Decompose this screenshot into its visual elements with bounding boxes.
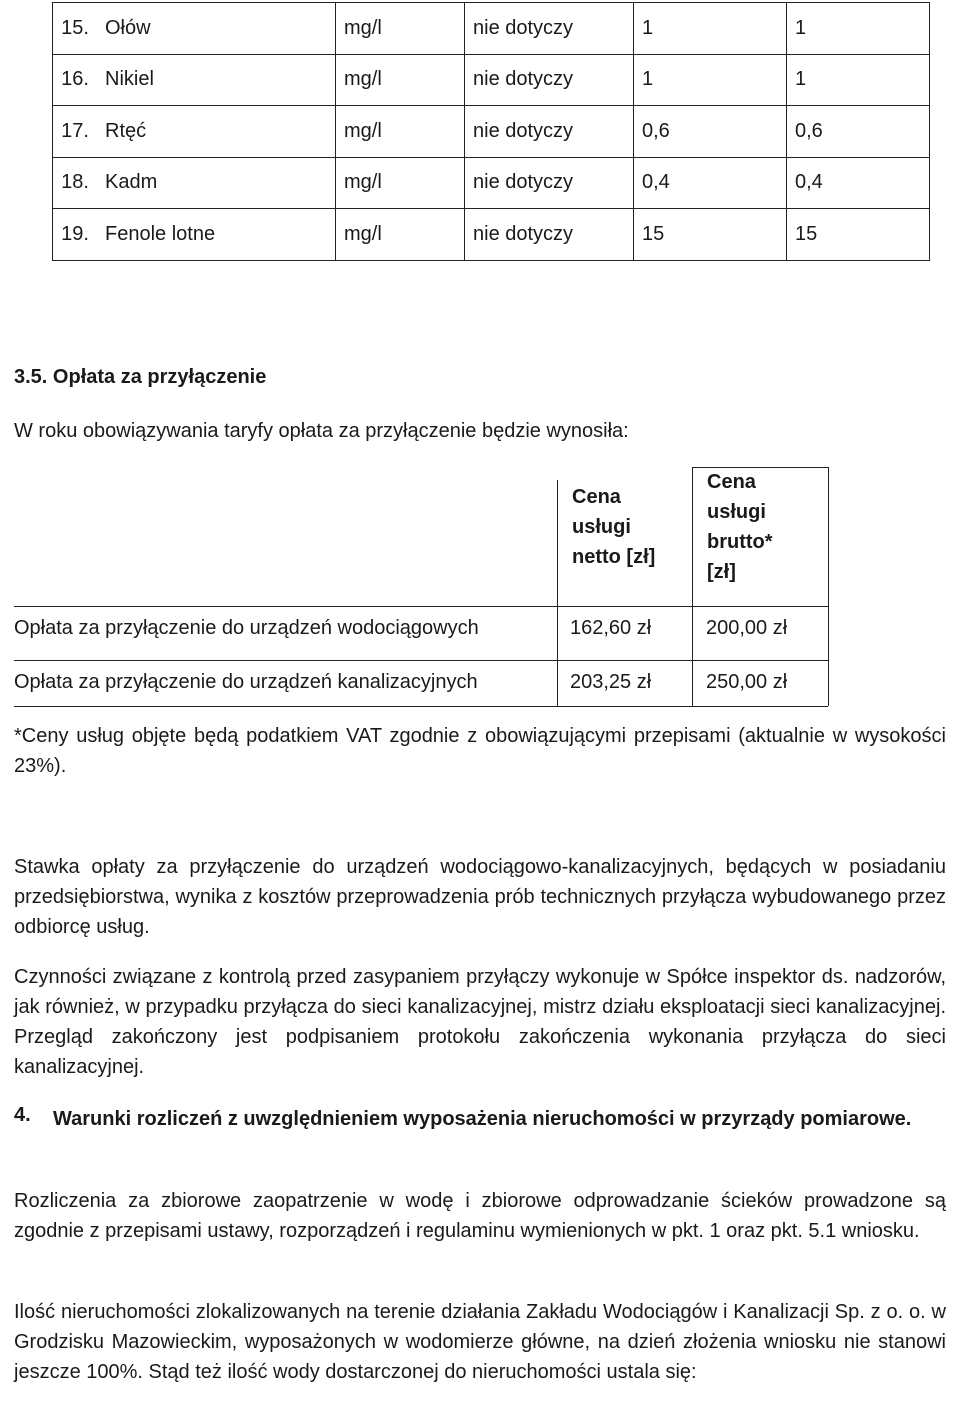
- scope: nie dotyczy: [465, 54, 634, 106]
- fee-label: Opłata za przyłączenie do urządzeń kanalizacyjnych: [14, 671, 478, 693]
- value-1: 1: [634, 3, 787, 55]
- unit: mg/l: [336, 209, 465, 261]
- table-divider: [14, 606, 828, 607]
- section-intro: W roku obowiązywania taryfy opłata za przyłączenie będzie wynosiła:: [14, 420, 629, 442]
- paragraph: Stawka opłaty za przyłączenie do urządzeń wodociągowo-kanalizacyjnych, będących w posiadaniu przedsiębiorstwa, wynika z kosztów przeprowadzenia prób technicznych przyłącza wybudowanego przez odbiorcę usług.: [14, 856, 946, 938]
- parameter-name: Kadm: [97, 157, 336, 209]
- header-line: usługi: [707, 501, 766, 523]
- scope: nie dotyczy: [465, 3, 634, 55]
- value-1: 1: [634, 54, 787, 106]
- paragraph: Rozliczenia za zbiorowe zaopatrzenie w wodę i zbiorowe odprowadzanie ścieków prowadzone są zgodnie z przepisami ustawy, rozporządzeń i regulaminu wymienionych w pkt. 1 oraz pkt. 5.1 wniosku.: [14, 1190, 946, 1242]
- paragraph: Czynności związane z kontrolą przed zasypaniem przyłączy wykonuje w Spółce inspektor ds. nadzorów, jak również, w przypadku przyłącza do sieci kanalizacyjnej, mistrz działu eksploatacji sieci kanalizacyjnej. Przegląd zakończony jest podpisaniem protokołu zakończenia wykonania przyłącza do sieci kanalizacyjnej.: [14, 966, 946, 1078]
- scope: nie dotyczy: [465, 209, 634, 261]
- parameter-name: Nikiel: [97, 54, 336, 106]
- table-divider: [14, 706, 828, 707]
- table-divider: [14, 660, 828, 661]
- row-number: 17.: [53, 106, 98, 158]
- vat-note: *Ceny usług objęte będą podatkiem VAT zgodnie z obowiązującymi przepisami (aktualnie w wysokości 23%).: [14, 725, 946, 777]
- header-line: Cena: [572, 486, 621, 508]
- value-1: 0,6: [634, 106, 787, 158]
- parameter-name: Ołów: [97, 3, 336, 55]
- header-line: Cena: [707, 471, 756, 493]
- section-heading: 3.5. Opłata za przyłączenie: [14, 366, 267, 388]
- fee-brutto: 200,00 zł: [706, 617, 788, 639]
- parameter-name: Rtęć: [97, 106, 336, 158]
- section-number: 4.: [14, 1104, 31, 1126]
- unit: mg/l: [336, 157, 465, 209]
- row-number: 16.: [53, 54, 98, 106]
- header-line: usługi: [572, 516, 631, 538]
- value-2: 0,4: [787, 157, 930, 209]
- scope: nie dotyczy: [465, 106, 634, 158]
- table-divider: [692, 467, 693, 706]
- table-divider: [557, 480, 558, 706]
- parameter-name: Fenole lotne: [97, 209, 336, 261]
- table-row: [53, 157, 930, 209]
- value-2: 15: [787, 209, 930, 261]
- unit: mg/l: [336, 106, 465, 158]
- value-2: 1: [787, 3, 930, 55]
- parameters-table: [52, 2, 930, 261]
- value-1: 0,4: [634, 157, 787, 209]
- scope: nie dotyczy: [465, 157, 634, 209]
- unit: mg/l: [336, 54, 465, 106]
- unit: mg/l: [336, 3, 465, 55]
- value-2: 0,6: [787, 106, 930, 158]
- header-line: netto [zł]: [572, 546, 656, 568]
- section-heading: Warunki rozliczeń z uwzględnieniem wyposażenia nieruchomości w przyrządy pomiarowe.: [53, 1108, 912, 1130]
- row-number: 19.: [53, 209, 98, 261]
- table-row: [53, 3, 930, 55]
- header-line: brutto*: [707, 531, 773, 553]
- fee-netto: 162,60 zł: [570, 617, 652, 639]
- header-brutto: [707, 467, 773, 587]
- value-1: 15: [634, 209, 787, 261]
- table-row: [53, 209, 930, 261]
- row-number: 15.: [53, 3, 98, 55]
- table-row: [53, 106, 930, 158]
- header-netto: [572, 482, 655, 572]
- fee-brutto: 250,00 zł: [706, 671, 788, 693]
- fee-label: Opłata za przyłączenie do urządzeń wodociągowych: [14, 617, 479, 639]
- fee-netto: 203,25 zł: [570, 671, 652, 693]
- header-line: [zł]: [707, 561, 736, 583]
- value-2: 1: [787, 54, 930, 106]
- table-divider: [828, 467, 829, 706]
- table-row: [53, 54, 930, 106]
- row-number: 18.: [53, 157, 98, 209]
- paragraph: Ilość nieruchomości zlokalizowanych na terenie działania Zakładu Wodociągów i Kanalizacji Sp. z o. o. w Grodzisku Mazowieckim, wyposażonych w wodomierze główne, na dzień złożenia wniosku nie stanowi jeszcze 100%. Stąd też ilość wody dostarczonej do nieruchomości ustala się:: [14, 1301, 946, 1383]
